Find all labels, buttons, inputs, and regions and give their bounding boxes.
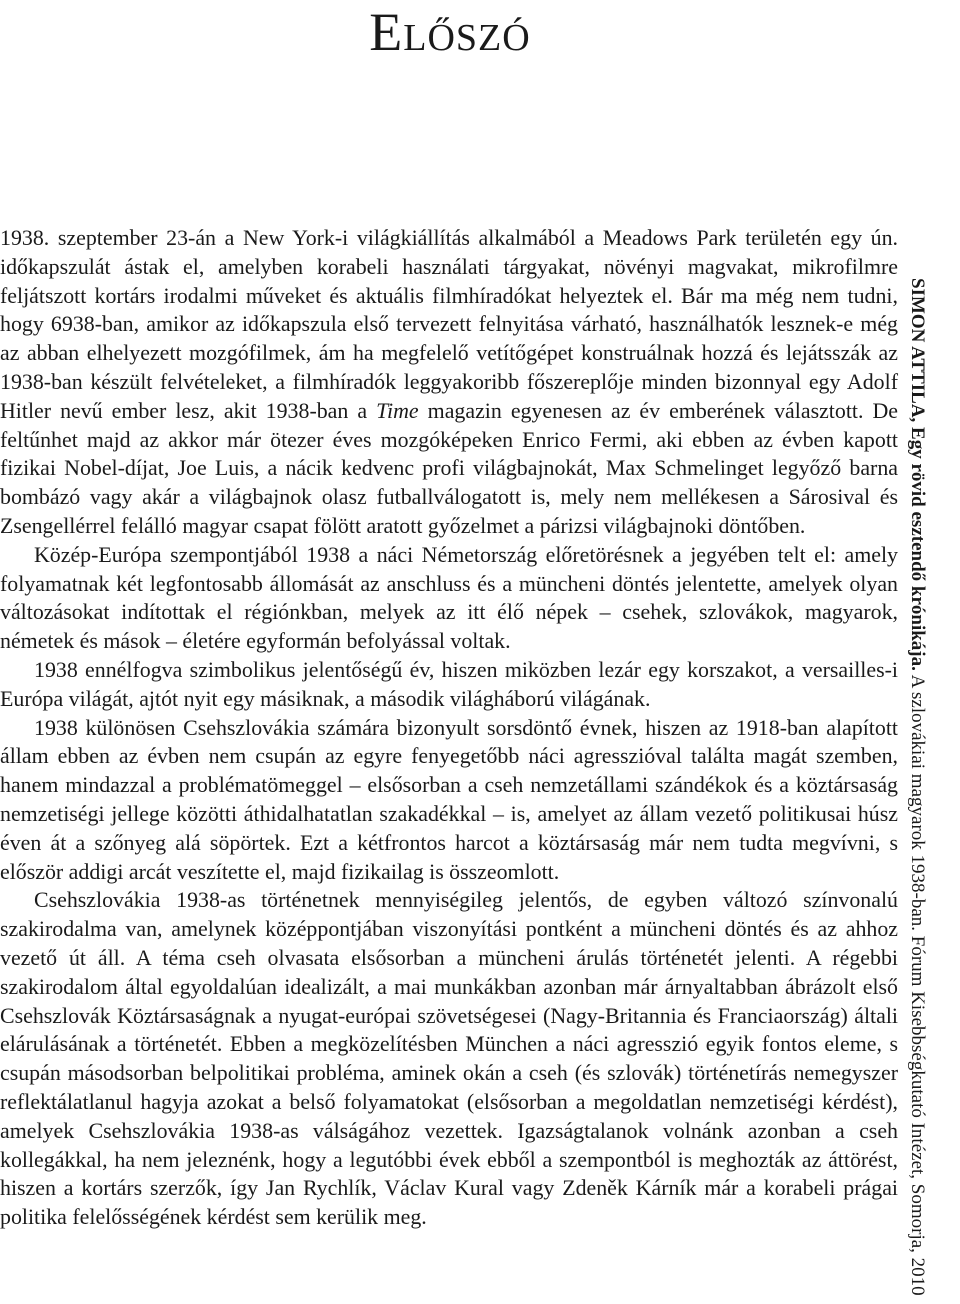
- vertical-citation: [903, 278, 931, 1296]
- paragraph-1-text-before: 1938. szeptember 23-án a New York-i világkiállítás alkalmából a Meadows Park területén egy ún. időkapszulát ástak el, amelyben korabeli használati tárgyakat, növényi magvakat, mikrofilmre feljátszott kortárs irodalmi műveket és aktuális filmhíradókat helyeztek el. Bár ma még nem tudni, hogy 6938-ban, amikor az időkapszula első tervezett felnyitása várható, használhatók lesznek-e még az abban elhelyezett mozgófilmek, ám ha megfelelő vetítőgépet konstruálnak hozzá és lejátsszák az 1938-ban készült felvételeket, a filmhíradók leggyakoribb főszereplője minden bizonnyal egy Adolf Hitler nevű ember lesz, akit 1938-ban a: [0, 225, 898, 423]
- paragraph-5: Csehszlovákia 1938-as történetnek mennyiségileg jelentős, de egyben változó színvonalú szakirodalma van, amelynek középpontjában viszonyítási pontként a müncheni döntés és az ahhoz vezető út áll. A téma cseh olvasata elsősorban a müncheni árulás történetét jelenti. A régebbi szakirodalom által egyoldalúan idealizált, a mai munkákban azonban már árnyaltabban ábrázolt első Csehszlovák Köztársaságnak a nyugat-európai szövetségesei (Nagy-Britannia és Franciaország) általi elárulásának a történetét. Ebben a megközelítésben München a náci agresszió egyik fontos eleme, s csupán másodsorban belpolitikai probléma, aminek okán a cseh (és szlovák) történetírás nemegyszer reflektálatlanul hagyja azokat a belső folyamatokat (elsősorban a megoldatlan nemzetiségi kérdést), amelyek Csehszlovákia 1938-as válságához vezettek. Igazságtalanok volnánk azonban a cseh kollegákkal, ha nem jeleznénk, hogy a legutóbbi évek ebből a szempontból is meghozták az áttörést, hiszen a kortárs szerzők, így Jan Rychlík, Václav Kural vagy Zdeněk Kárník már a korabeli prágai politika felelősségének kérdést sem kerülik meg.: [0, 887, 898, 1230]
- paragraph-1-text-after: magazin egyenesen az év emberének választott. De feltűnhet majd az akkor már ötezer éves mozgóképeken Enrico Fermi, aki ebben az évben kapott fizikai Nobel-díjat, Joe Luis, a nácik kedvenc profi világbajnokát, Max Schmelinget legyőző barna bombázó vagy akár a világbajnok olasz futballválogatott is, mely nem mellékesen a Sárosival és Zsengellérrel felálló magyar csapat fölött aratott győzelmet a párizsi világbajnoki döntőben.: [0, 397, 898, 538]
- paragraph-1-emphasis: Time: [376, 397, 419, 423]
- paragraph-4: 1938 különösen Csehszlovákia számára bizonyult sorsdöntő évnek, hiszen az 1918-ban alapított állam ebben az évben nem csupán az egyre fenyegetőbb náci agresszióval találta magát szemben, hanem mindazzal a problématömeggel – elsősorban a cseh nemzetállami szándékok és a köztársaság nemzetiségi jellege közötti áthidalhatatlan szakadékkal – is, amelyet az állam vezető politikusai húsz éven át a szőnyeg alá söpörtek. Ezt a kétfrontos harcot a köztársaság már nem tudta megvívni, s először addigi arcát veszítette el, majd fizikailag is összeomlott.: [0, 714, 898, 884]
- paragraph-3: 1938 ennélfogva szimbolikus jelentőségű év, hiszen miközben lezár egy korszakot, a versailles-i Európa világát, ajtót nyit egy másiknak, a második világháború világának.: [0, 656, 898, 711]
- paragraph-2: Közép-Európa szempontjából 1938 a náci Németország előretörésnek a jegyében telt el: amely folyamatnak két legfontosabb állomását az anschluss és a müncheni döntés jelentette, amelyek olyan változásokat indítottak el régiónkban, melyek az itt élő népek – csehek, szlovákok, magyarok, németek és mások – életére egyformán befolyással voltak.: [0, 541, 898, 654]
- paragraph-1: [0, 224, 898, 541]
- citation-author-title: SIMON ATTILA, Egy rövid esztendő krónikája.: [907, 278, 928, 671]
- body-text: [0, 224, 898, 1232]
- citation-publication: A szlovákiai magyarok 1938-ban. Fórum Kisebbségkutató Intézet, Somorja, 2010: [907, 670, 928, 1296]
- page-title: Előszó: [369, 2, 531, 62]
